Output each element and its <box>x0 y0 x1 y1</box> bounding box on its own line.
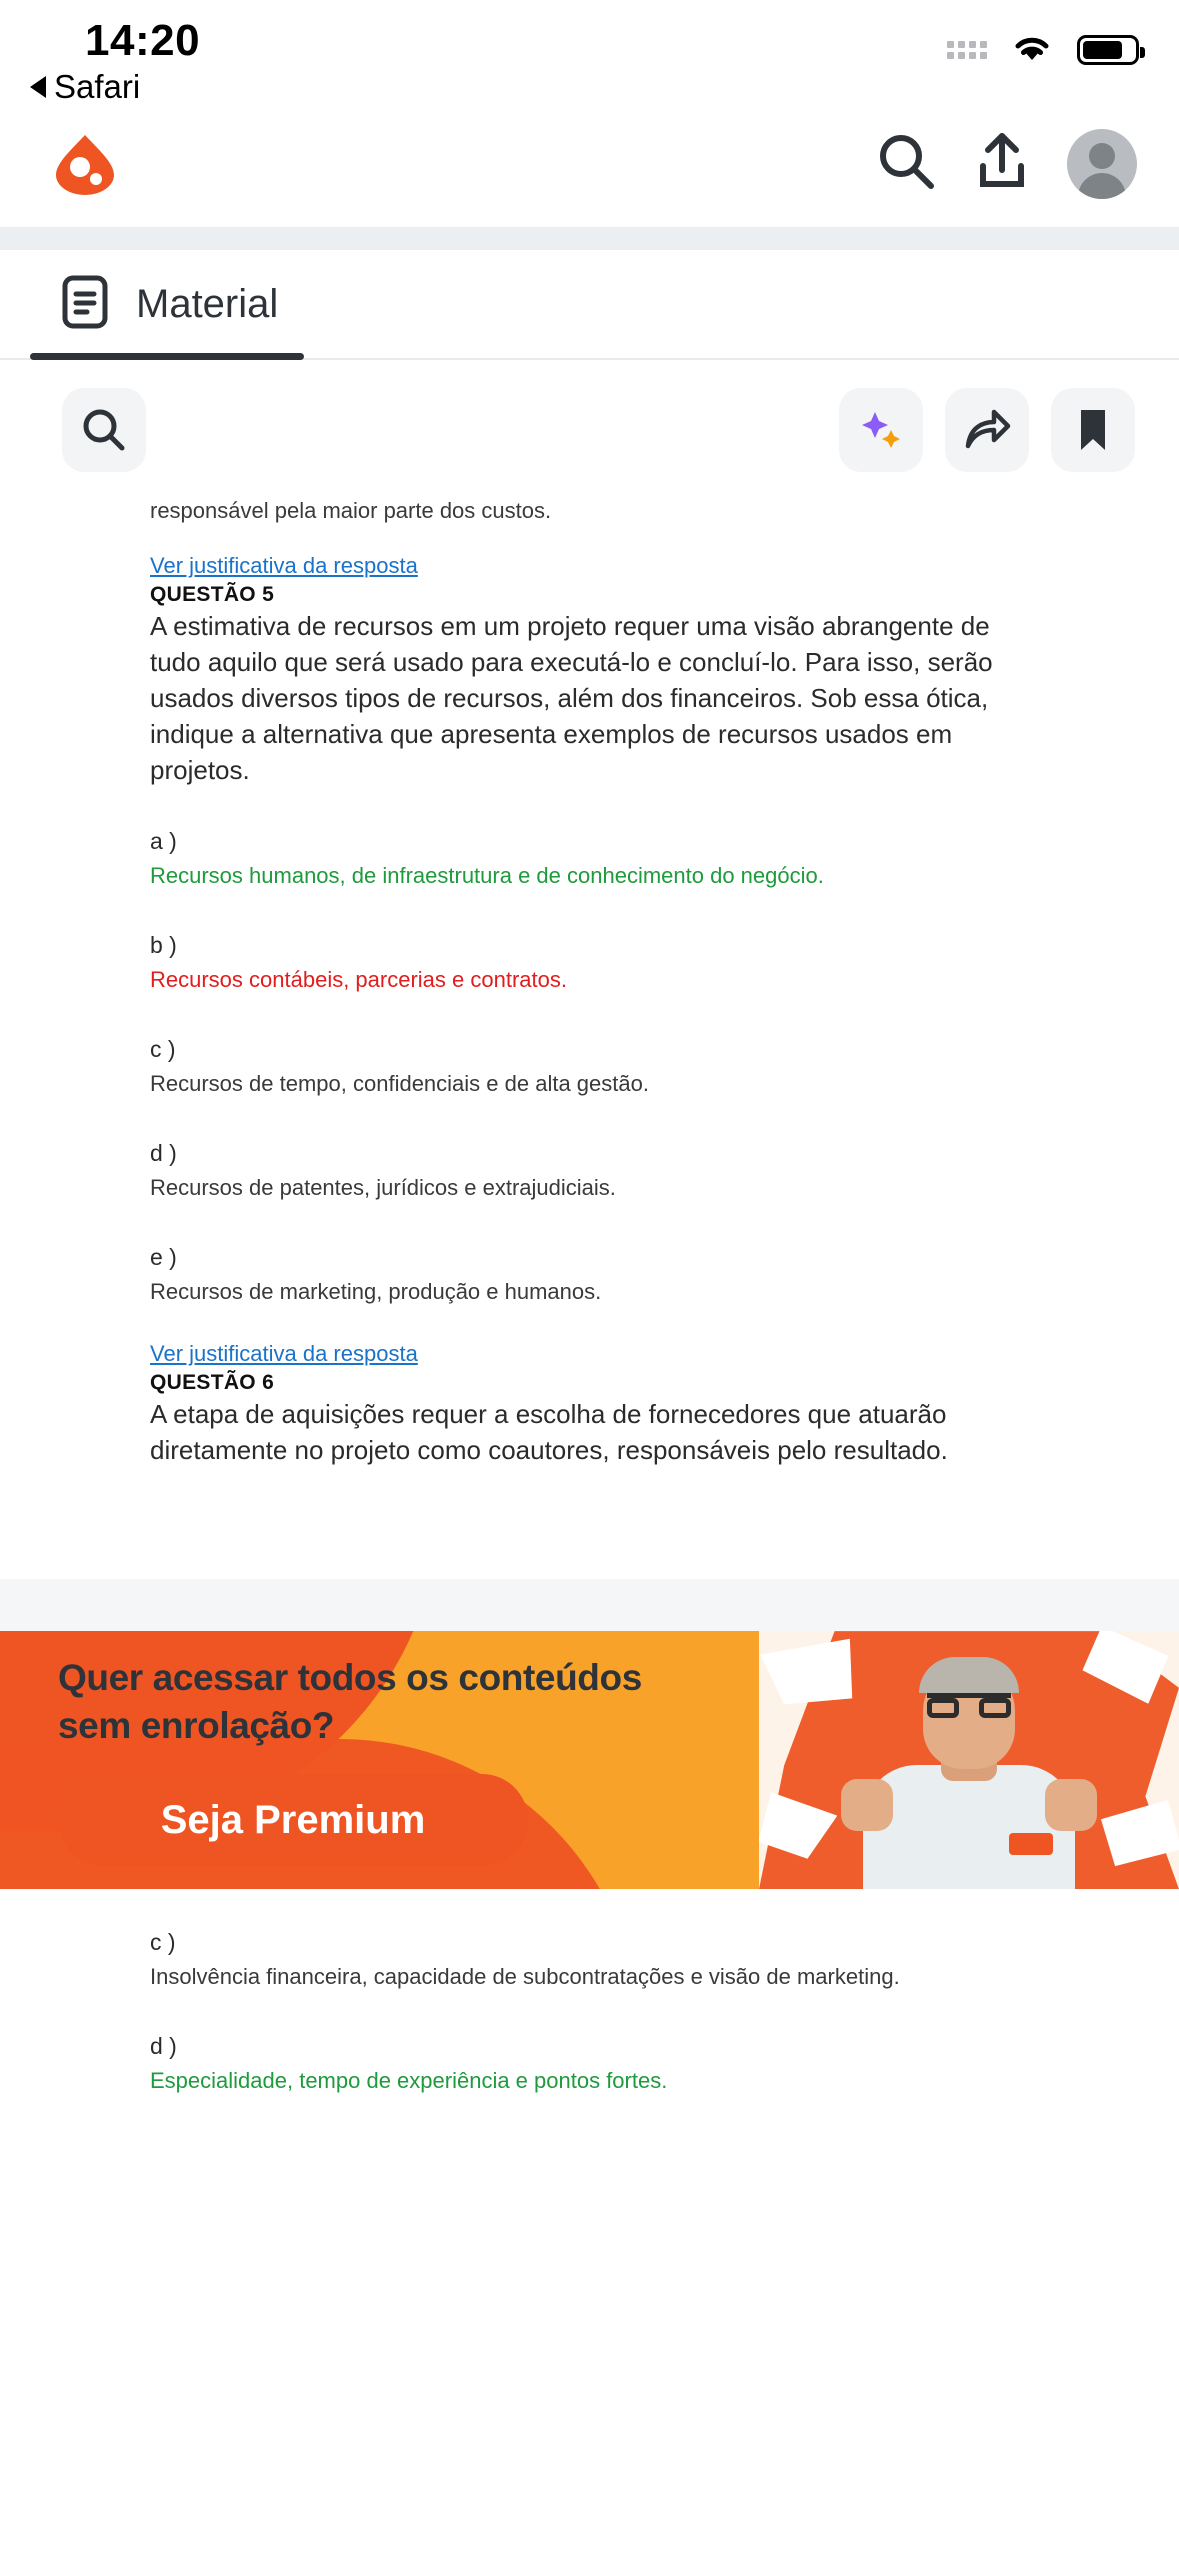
back-caret-icon <box>30 76 46 98</box>
alternative-c[interactable] <box>150 1036 1029 1100</box>
document-top-fragment: responsável pela maior parte dos custos. <box>150 498 552 523</box>
promo-title-line2: sem enrolação? <box>58 1705 335 1747</box>
alternative-a[interactable] <box>150 828 1029 892</box>
question-statement-2: A etapa de aquisições requer a escolha de fornecedores que atuarão diretamente no projeto como coautores, responsáveis pelo resultado. <box>150 1399 948 1466</box>
toolbar-right-buttons <box>839 388 1135 472</box>
passeidireto-logo-icon[interactable] <box>52 133 118 195</box>
battery-icon <box>1077 35 1139 65</box>
alternative-text: Recursos de marketing, produção e humanos. <box>150 1278 602 1304</box>
alternative-e[interactable] <box>150 1244 1029 1308</box>
bookmark-icon[interactable] <box>1051 388 1135 472</box>
alternative-letter: d ) <box>150 2032 177 2059</box>
alternative-letter: c ) <box>150 1929 176 1956</box>
premium-man-breaking-paper-photo <box>759 1631 1179 1889</box>
search-icon[interactable] <box>875 130 937 197</box>
question-number-2: QUESTÃO 6 <box>150 1371 275 1395</box>
status-bar-right <box>947 30 1139 69</box>
document-icon <box>60 274 110 335</box>
justification-link[interactable]: Ver justificativa da resposta <box>150 553 418 578</box>
justification-link-2[interactable]: Ver justificativa da resposta <box>150 1341 418 1367</box>
promo-content <box>0 1654 780 1866</box>
status-time: 14:20 <box>85 16 201 65</box>
back-to-safari-button[interactable] <box>30 68 140 106</box>
status-bar-left <box>30 18 200 106</box>
tab-bar <box>0 250 1179 360</box>
alternative-letter: e ) <box>150 1243 177 1270</box>
question-statement: A estimativa de recursos em um projeto requer uma visão abrangente de tudo aquilo que será usado para executá-lo e concluí-lo. Para isso, serão usados diversos tipos de recursos, além dos financeiros. Sob essa ótica, indique a alternativa que apresenta exemplos de recursos usados em projetos. <box>150 611 993 785</box>
search-icon[interactable] <box>62 388 146 472</box>
app-header <box>0 100 1179 228</box>
seja-premium-button[interactable]: Seja Premium <box>58 1774 528 1866</box>
alternative-letter: b ) <box>150 932 177 959</box>
question-number: QUESTÃO 5 <box>150 583 275 606</box>
alternative-b[interactable] <box>150 932 1029 996</box>
ai-sparkle-icon[interactable] <box>839 388 923 472</box>
wifi-icon <box>1009 30 1055 69</box>
alternative-d[interactable] <box>150 1140 1029 1204</box>
alternative-text: Recursos contábeis, parcerias e contratos. <box>150 967 567 993</box>
share-upload-icon[interactable] <box>975 130 1029 197</box>
alternative-text: Insolvência financeira, capacidade de subcontratações e visão de marketing. <box>150 1964 900 1990</box>
alternative-text: Recursos humanos, de infraestrutura e de conhecimento do negócio. <box>150 863 824 889</box>
promo-title-line1: Quer acessar todos os conteúdos <box>58 1657 642 1699</box>
premium-promo-banner[interactable] <box>0 1631 1179 1889</box>
header-actions <box>875 129 1137 199</box>
alternative-text: Recursos de patentes, jurídicos e extrajudiciais. <box>150 1174 616 1200</box>
document-toolbar <box>0 360 1179 494</box>
alternative-letter: a ) <box>150 828 177 855</box>
alternative-d-bottom[interactable] <box>150 2033 1029 2097</box>
tab-material-label: Material <box>136 281 279 326</box>
content-divider <box>0 1579 1179 1631</box>
user-avatar[interactable] <box>1067 129 1137 199</box>
document-content <box>0 494 1179 1579</box>
document-content-bottom <box>0 1929 1179 2097</box>
alternative-text: Especialidade, tempo de experiência e pontos fortes. <box>150 2067 668 2093</box>
alternative-letter: c ) <box>150 1035 176 1062</box>
alternative-c-bottom[interactable] <box>150 1929 1029 1993</box>
back-to-safari-label: Safari <box>54 68 141 106</box>
alternative-text: Recursos de tempo, confidenciais e de alta gestão. <box>150 1070 649 1096</box>
status-bar <box>0 0 1179 106</box>
header-divider <box>0 228 1179 250</box>
alternative-letter: d ) <box>150 1139 177 1166</box>
signal-dots-icon <box>947 41 987 59</box>
share-arrow-icon[interactable] <box>945 388 1029 472</box>
tab-material[interactable] <box>30 250 304 358</box>
